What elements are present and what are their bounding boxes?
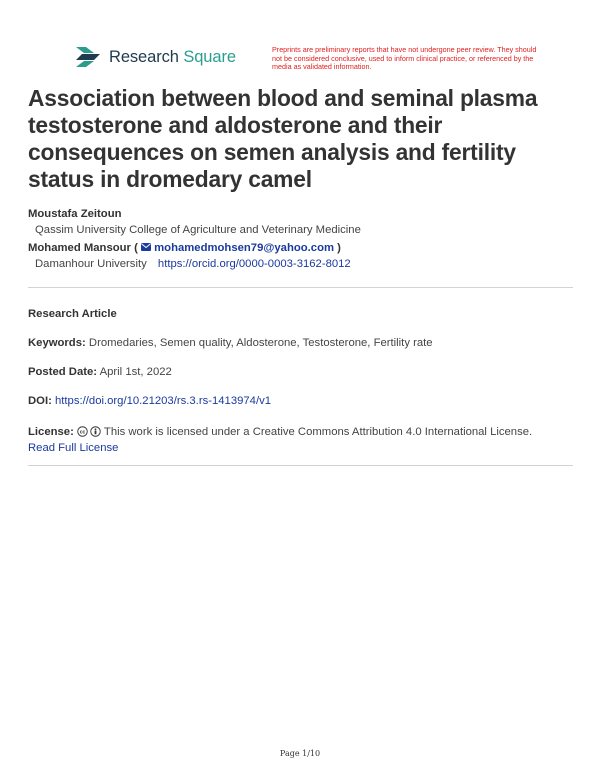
logo-text-square: Square <box>183 47 236 66</box>
envelope-icon <box>141 243 151 251</box>
author-name: Moustafa Zeitoun <box>28 208 122 220</box>
affiliation-text: Damanhour University <box>35 258 147 270</box>
doi-line <box>28 393 573 409</box>
keywords-line <box>28 335 573 351</box>
author-list <box>28 207 573 275</box>
preprint-disclaimer: Preprints are preliminary reports that have not undergone peer review. They should not be considered conclusive, used to inform clinical practice, or referenced by the media as validated information. <box>272 45 537 72</box>
cc-icon <box>77 426 88 437</box>
orcid-link[interactable]: https://orcid.org/0000-0003-3162-8012 <box>157 258 351 270</box>
paper-title: Association between blood and seminal plasma testosterone and aldosterone and their consequences on semen analysis and fertility status in dromedary camel <box>28 85 538 192</box>
posted-date-value: April 1st, 2022 <box>99 366 172 378</box>
license-icons <box>77 426 101 437</box>
keywords-label: Keywords: <box>28 337 86 349</box>
license-text: This work is licensed under a Creative Commons Attribution 4.0 International License. <box>103 426 533 438</box>
doi-label: DOI: <box>28 395 52 407</box>
logo-text <box>109 48 236 67</box>
doi-link[interactable]: https://doi.org/10.21203/rs.3.rs-1413974/v1 <box>55 395 272 407</box>
read-full-license-link[interactable]: Read Full License <box>28 442 119 454</box>
license-label: License: <box>28 426 74 438</box>
research-square-logo-icon <box>74 44 102 70</box>
article-type <box>28 306 573 322</box>
author-affiliation <box>28 256 573 272</box>
author-affiliation: Qassim University College of Agriculture and Veterinary Medicine <box>35 224 361 236</box>
license-line <box>28 424 573 456</box>
posted-date-line <box>28 364 573 380</box>
divider <box>28 465 573 466</box>
by-icon <box>90 426 101 437</box>
logo-text-research: Research <box>109 47 179 66</box>
author-name-text: Mohamed Mansour <box>28 242 131 254</box>
author-name: Mohamed Mansour ( mohamedmohsen79@yahoo.com ) <box>28 242 341 254</box>
posted-date-label: Posted Date: <box>28 366 98 378</box>
svg-text:cc: cc <box>79 429 86 436</box>
divider <box>28 287 573 288</box>
author-email-link[interactable]: mohamedmohsen79@yahoo.com <box>154 242 335 254</box>
article-type-label: Research Article <box>28 308 117 320</box>
page-number: Page 1/10 <box>279 749 321 758</box>
keywords-value: Dromedaries, Semen quality, Aldosterone, Testosterone, Fertility rate <box>88 337 433 349</box>
research-square-logo[interactable] <box>74 44 236 70</box>
